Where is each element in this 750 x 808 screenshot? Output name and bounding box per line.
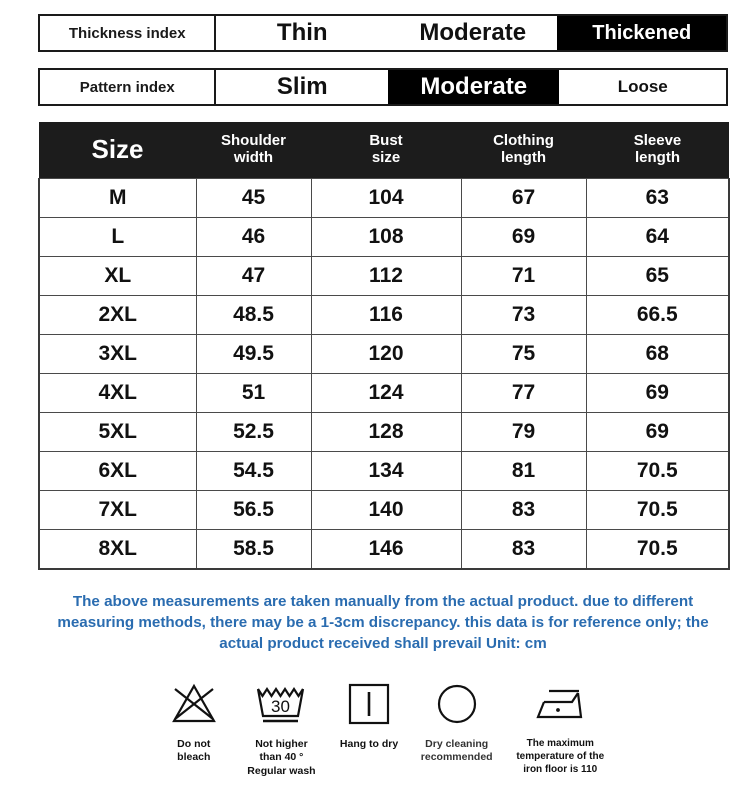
cell-clothing-length: 77: [461, 374, 586, 413]
cell-size: 8XL: [39, 530, 196, 570]
cell-size: L: [39, 218, 196, 257]
cell-sleeve-length: 63: [586, 179, 729, 218]
cell-sleeve-length: 69: [586, 374, 729, 413]
cell-clothing-length: 73: [461, 296, 586, 335]
cell-clothing-length: 71: [461, 257, 586, 296]
cell-clothing-length: 67: [461, 179, 586, 218]
cell-bust-size: 124: [311, 374, 461, 413]
do-not-bleach-icon: [170, 678, 218, 730]
care-item-hang-to-dry: [325, 678, 413, 751]
header-clothing-line2: length: [501, 149, 546, 166]
table-header-row: [39, 122, 729, 179]
cell-shoulder-width: 47: [196, 257, 311, 296]
header-size: [39, 122, 196, 179]
hang-to-dry-icon: [346, 678, 392, 730]
cell-shoulder-width: 54.5: [196, 452, 311, 491]
cell-bust-size: 146: [311, 530, 461, 570]
cell-bust-size: 134: [311, 452, 461, 491]
size-table-header: [39, 122, 729, 179]
iron-one-dot-icon: [533, 678, 587, 730]
header-clothing-length: [461, 122, 586, 179]
cell-sleeve-length: 66.5: [586, 296, 729, 335]
pattern-index-label: Pattern index: [40, 70, 216, 104]
cell-size: 3XL: [39, 335, 196, 374]
cell-clothing-length: 69: [461, 218, 586, 257]
header-sleeve-line1: Sleeve: [633, 132, 682, 150]
cell-sleeve-length: 65: [586, 257, 729, 296]
thickness-option-thin[interactable]: Thin: [276, 19, 328, 46]
cell-bust-size: 108: [311, 218, 461, 257]
care-label-do-not-bleach: Do not bleach: [177, 738, 211, 764]
measurement-disclaimer: The above measurements are taken manually from the actual product. due to different measuring methods, there may be a 1-3cm discrepancy. this data is for reference only; the actual product received shall prevail Unit: cm: [57, 593, 709, 652]
cell-shoulder-width: 49.5: [196, 335, 311, 374]
thickness-index-bar: [38, 14, 728, 52]
table-row: [39, 179, 729, 218]
cell-clothing-length: 79: [461, 413, 586, 452]
svg-text:30: 30: [271, 697, 291, 716]
header-bust-size: [311, 122, 461, 179]
dry-clean-icon: [434, 678, 480, 730]
care-label-wash-temperature: Not higher than 40 ° Regular wash: [247, 738, 316, 777]
care-symbols-row: [150, 678, 620, 778]
table-row: [39, 413, 729, 452]
cell-bust-size: 140: [311, 491, 461, 530]
care-label-dry-clean: Dry cleaning recommended: [420, 738, 493, 764]
thickness-option-thickened[interactable]: Thickened: [557, 16, 726, 50]
size-measurement-table: [38, 122, 730, 570]
care-label-hang-to-dry: Hang to dry: [339, 738, 399, 750]
cell-shoulder-width: 56.5: [196, 491, 311, 530]
table-row: [39, 335, 729, 374]
header-shoulder-line1: Shoulder: [220, 132, 286, 150]
cell-size: 6XL: [39, 452, 196, 491]
table-row: [39, 218, 729, 257]
table-row: [39, 257, 729, 296]
cell-sleeve-length: 70.5: [586, 452, 729, 491]
care-item-do-not-bleach: [150, 678, 238, 765]
cell-shoulder-width: 52.5: [196, 413, 311, 452]
cell-bust-size: 104: [311, 179, 461, 218]
cell-shoulder-width: 58.5: [196, 530, 311, 570]
cell-clothing-length: 81: [461, 452, 586, 491]
header-bust-line2: size: [371, 149, 401, 166]
cell-bust-size: 116: [311, 296, 461, 335]
table-row: [39, 491, 729, 530]
cell-shoulder-width: 46: [196, 218, 311, 257]
cell-size: 4XL: [39, 374, 196, 413]
cell-size: 2XL: [39, 296, 196, 335]
cell-shoulder-width: 45: [196, 179, 311, 218]
pattern-option-loose[interactable]: Loose: [617, 77, 668, 96]
header-shoulder-line2: width: [233, 149, 274, 166]
cell-bust-size: 120: [311, 335, 461, 374]
cell-sleeve-length: 70.5: [586, 491, 729, 530]
table-row: [39, 530, 729, 570]
wash-30-degrees-icon: [252, 678, 310, 730]
cell-clothing-length: 75: [461, 335, 586, 374]
cell-size: 7XL: [39, 491, 196, 530]
pattern-option-slim[interactable]: Slim: [276, 73, 328, 100]
header-sleeve-line2: length: [635, 149, 680, 166]
cell-size: XL: [39, 257, 196, 296]
size-table-body: [39, 179, 729, 570]
header-sleeve-length: [586, 122, 729, 179]
care-item-dry-clean: [413, 678, 501, 765]
cell-shoulder-width: 48.5: [196, 296, 311, 335]
cell-sleeve-length: 68: [586, 335, 729, 374]
pattern-option-moderate[interactable]: Moderate: [388, 70, 560, 104]
thickness-option-moderate[interactable]: Moderate: [419, 19, 527, 46]
table-row: [39, 452, 729, 491]
table-row: [39, 374, 729, 413]
cell-sleeve-length: 64: [586, 218, 729, 257]
cell-clothing-length: 83: [461, 491, 586, 530]
cell-size: 5XL: [39, 413, 196, 452]
cell-sleeve-length: 69: [586, 413, 729, 452]
pattern-index-bar: [38, 68, 728, 106]
cell-size: M: [39, 179, 196, 218]
cell-bust-size: 128: [311, 413, 461, 452]
header-size-line1: Size: [91, 134, 144, 165]
cell-clothing-length: 83: [461, 530, 586, 570]
care-item-iron-temperature: [501, 678, 620, 776]
cell-sleeve-length: 70.5: [586, 530, 729, 570]
header-shoulder-width: [196, 122, 311, 179]
thickness-index-label: Thickness index: [40, 16, 216, 50]
care-label-iron-temperature: The maximum temperature of the iron floor is 110: [516, 738, 605, 775]
table-row: [39, 296, 729, 335]
header-bust-line1: Bust: [369, 132, 403, 150]
care-item-wash-temperature: [238, 678, 326, 778]
header-clothing-line1: Clothing: [493, 132, 554, 150]
cell-bust-size: 112: [311, 257, 461, 296]
cell-shoulder-width: 51: [196, 374, 311, 413]
